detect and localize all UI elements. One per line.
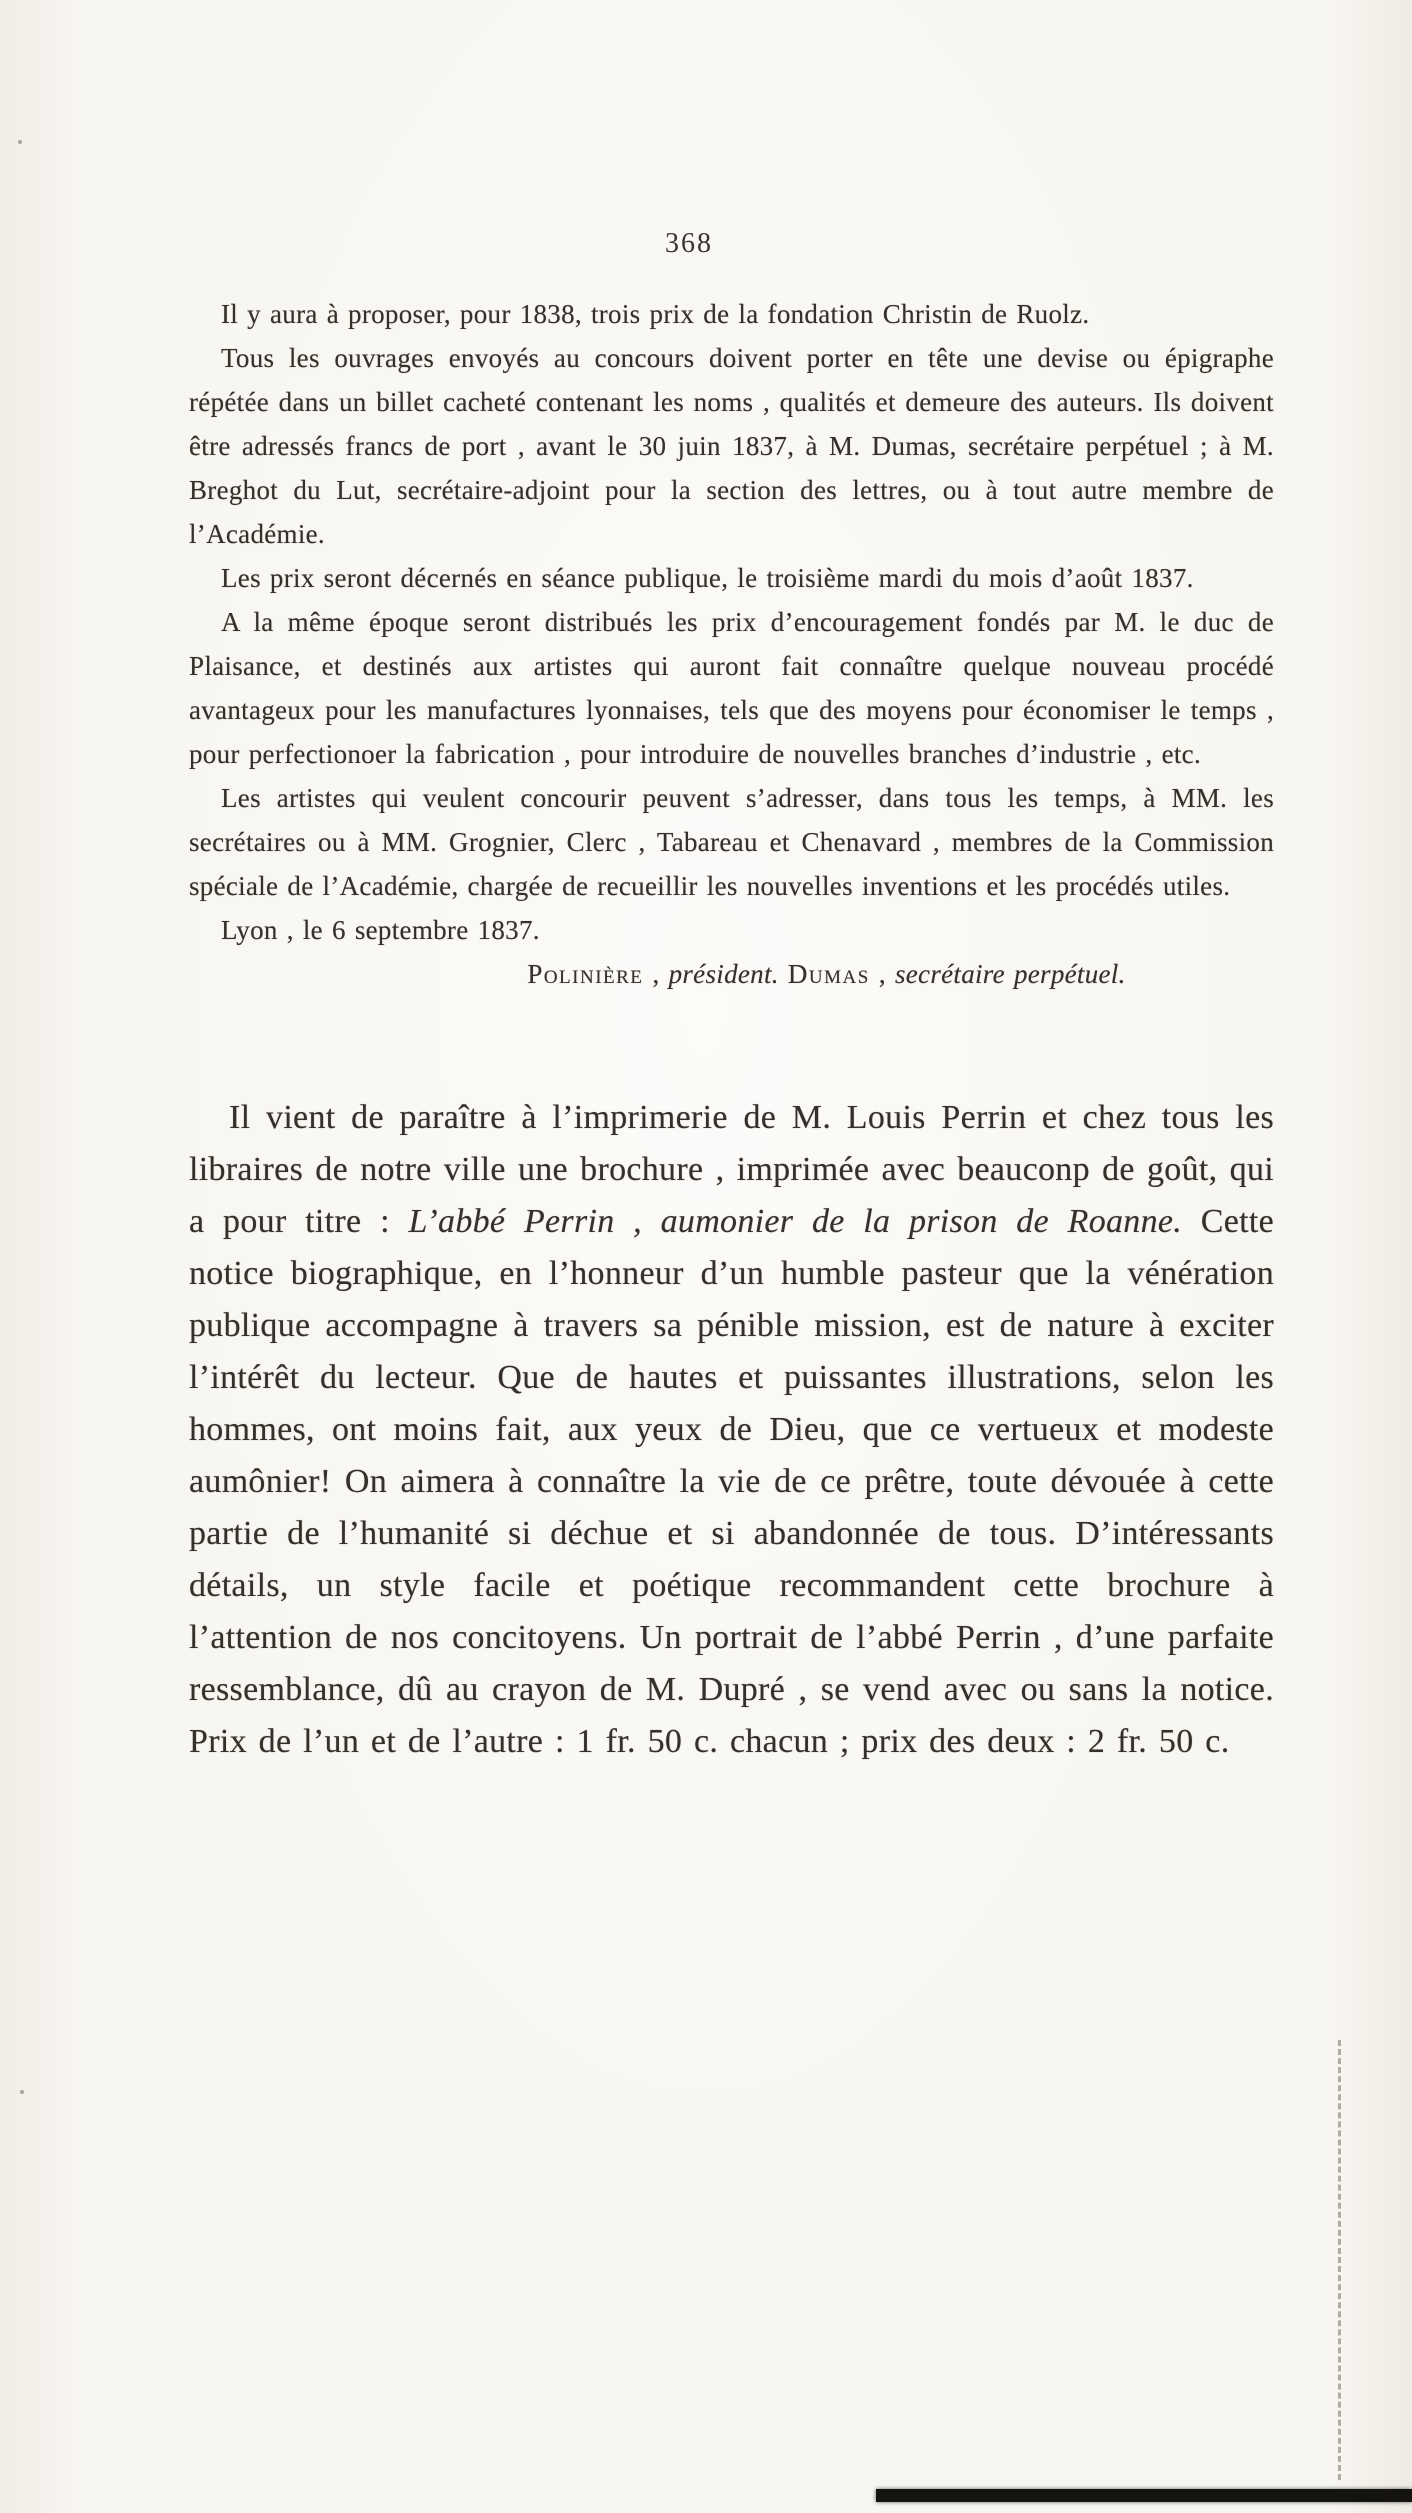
signature-name-dumas: Dumas bbox=[787, 959, 870, 989]
paragraph-commission-contact: Les artistes qui veulent concourir peuvent s’adresser, dans tous les temps, à MM. les secrétaires ou à MM. Grognier, Clerc , Tabareau et Chenavard , membres de la Commission spéciale de l’Académie, chargée de recueillir les nouvelles inventions et les procédés utiles. bbox=[189, 783, 1274, 901]
paragraph-brochure-announcement bbox=[189, 1092, 1274, 1768]
paragraph-encouragement-prizes: A la même époque seront distribués les prix d’encouragement fondés par M. le duc de Plaisance, et destinés aux artistes qui auront fait connaître quelque nouveau procédé avantageux pour les manufactures lyonnaises, tels que des moyens pour économiser le temps , pour perfectionoer la fabrication , pour introduire de nouvelles branches d’industrie , etc. bbox=[189, 607, 1274, 769]
scan-artifact-speck bbox=[20, 2090, 24, 2094]
announcement-text-after-title: Cette notice biographique, en l’honneur d’un humble pasteur que la vénération publique accompagne à travers sa pénible mission, est de nature à exciter l’intérêt du lecteur. Que de hautes et puissantes illustrations, selon les hommes, ont moins fait, aux yeux de Dieu, que ce vertueux et modeste aumônier! On aimera à connaître la vie de ce prêtre, toute dévouée à cette partie de l’humanité si déchue et si abandonnée de tous. D’intéressants détails, un style facile et poétique recommandent cette brochure à l’attention de nos concitoyens. Un portrait de l’abbé Perrin , d’une parfaite ressemblance, dû au crayon de M. Dupré , se vend avec ou sans la notice. Prix de l’un et de l’autre : 1 fr. 50 c. chacun ; prix des deux : 2 fr. 50 c. bbox=[189, 1203, 1274, 1760]
brochure-title-italic: L’abbé Perrin , aumonier de la prison de Roanne. bbox=[408, 1203, 1183, 1240]
page-content bbox=[189, 292, 1274, 1768]
page-number: 368 bbox=[665, 228, 713, 259]
brochure-announcement-section bbox=[189, 1092, 1274, 1768]
scan-artifact-bottom-bar bbox=[876, 2489, 1412, 2502]
scan-artifact-dashed-line bbox=[1338, 2040, 1341, 2480]
signature-separator-2: , bbox=[869, 959, 895, 989]
signature-line bbox=[189, 952, 1274, 996]
signature-name-poliniere: Polinière bbox=[527, 959, 644, 989]
paragraph-prize-ceremony: Les prix seront décernés en séance publique, le troisième mardi du mois d’août 1837. bbox=[221, 563, 1194, 593]
dateline: Lyon , le 6 septembre 1837. bbox=[221, 915, 540, 945]
paragraph-submission-rules: Tous les ouvrages envoyés au concours doivent porter en tête une devise ou épigraphe répétée dans un billet cacheté contenant les noms , qualités et demeure des auteurs. Ils doivent être adressés francs de port , avant le 30 juin 1837, à M. Dumas, secrétaire perpétuel ; à M. Breghot du Lut, secrétaire-adjoint pour la section des lettres, ou à tout autre membre de l’Académie. bbox=[189, 343, 1274, 549]
signature-title-secretaire: secrétaire perpétuel. bbox=[894, 959, 1126, 989]
signature-separator-1: , bbox=[643, 959, 669, 989]
scan-artifact-speck bbox=[18, 140, 22, 144]
academy-notice-section bbox=[189, 292, 1274, 996]
announcement-text-before-title: Il vient de paraître à l’imprimerie de M. Louis Perrin et chez tous les libraires de notre ville une brochure , imprimée avec beauconp de goût, qui a pour titre : bbox=[189, 1099, 1274, 1240]
signature-title-president: président. bbox=[668, 959, 788, 989]
paragraph-prizes-1838: Il y aura à proposer, pour 1838, trois prix de la fondation Christin de Ruolz. bbox=[221, 299, 1090, 329]
